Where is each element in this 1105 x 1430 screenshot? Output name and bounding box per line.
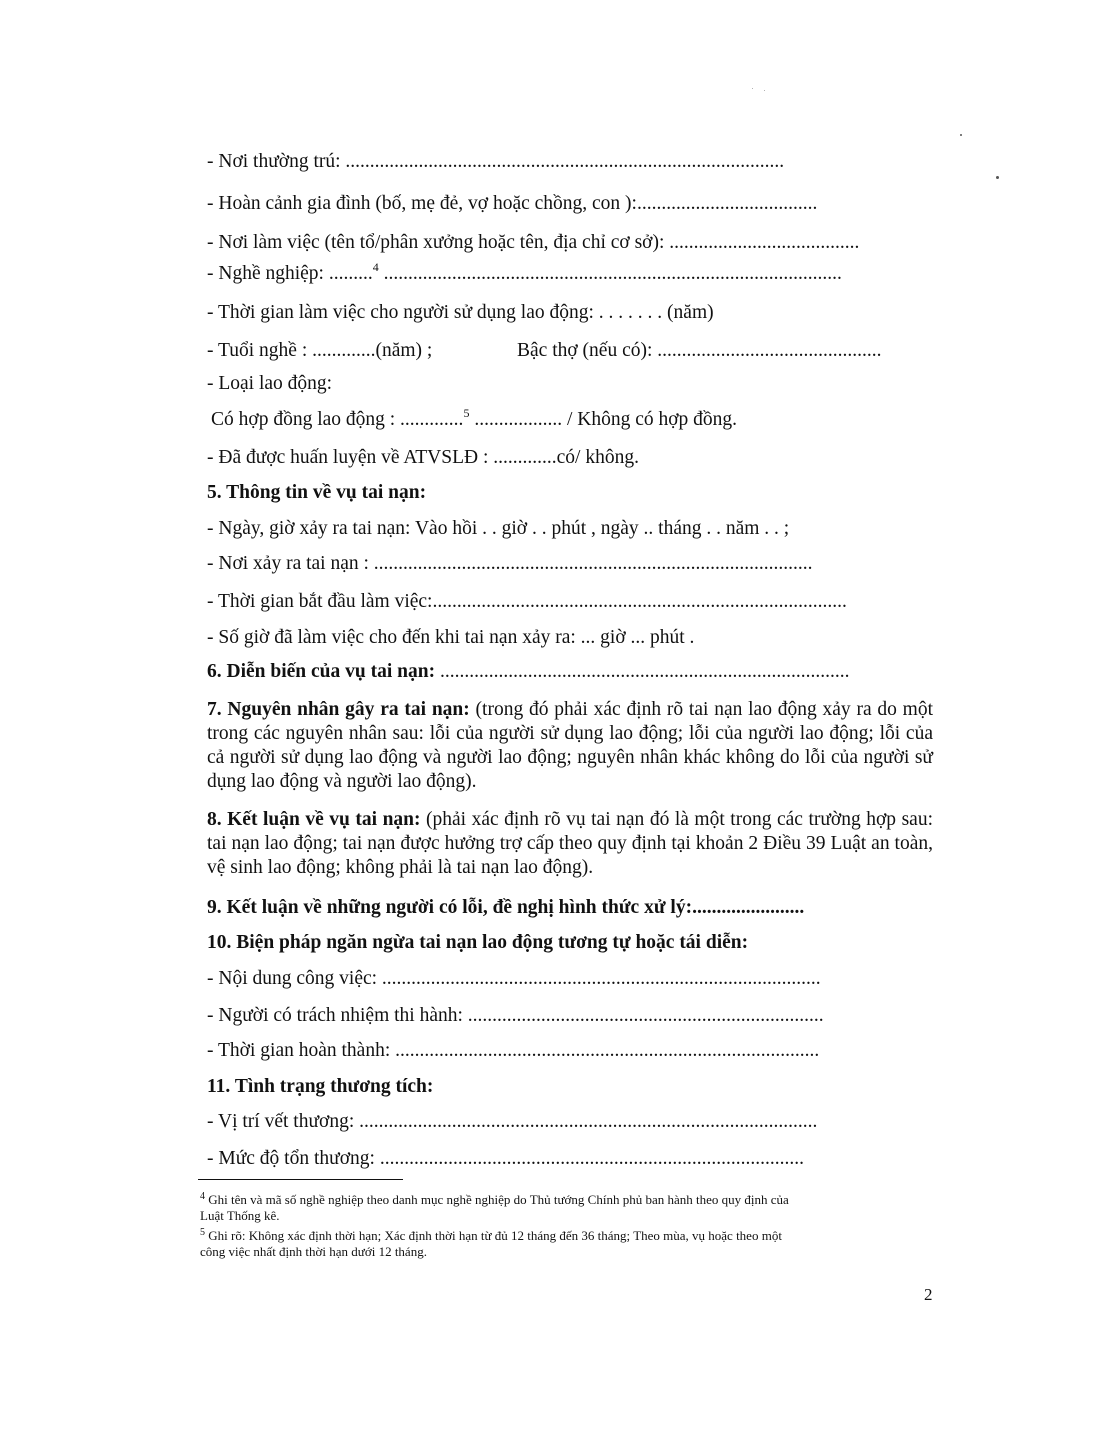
footnote-ref-5: 5 <box>463 406 470 420</box>
footnote-5-text: Ghi rõ: Không xác định thời hạn; Xác định thời hạn từ đủ 12 tháng đến 36 tháng; Theo mùa, vụ hoặc theo một <box>205 1228 782 1243</box>
work-duration-line: - Thời gian làm việc cho người sử dụng lao động: . . . . . . . (năm) <box>207 302 714 323</box>
footnote-4-line-2: Luật Thống kê. <box>200 1208 280 1223</box>
prevention-content-line: - Nội dung công việc: .......................................................................................... <box>207 968 821 989</box>
section-6-line <box>207 660 919 684</box>
section-11-title: 11. Tình trạng thương tích: <box>207 1076 434 1097</box>
occupation-dots: .............................................................................................. <box>378 263 842 284</box>
hours-worked-line: - Số giờ đã làm việc cho đến khi tai nạn xảy ra: ... giờ ... phút . <box>207 627 695 648</box>
page-number: 2 <box>924 1285 933 1304</box>
section-7-body: (trong đó phải xác định rõ tai nạn lao động xảy ra do một trong các nguyên nhân sau: lỗi của người sử dụng lao động; lỗi của người lao động; lỗi của cả người sử dụng lao động và người lao động; nguyên nhân khác không do lỗi của người sử dụng lao động và người lao động). <box>207 699 933 792</box>
family-situation-line: - Hoàn cảnh gia đình (bố, mẹ đẻ, vợ hoặc chồng, con ):..................................... <box>207 193 818 214</box>
section-8-body: (phải xác định rõ vụ tai nạn đó là một trong các trường hợp sau: tai nạn lao động; tai nạn được hưởng trợ cấp theo quy định tại khoản 2 Điều 39 Luật an toàn, vệ sinh lao động; không phải là tai nạn lao động). <box>207 809 933 878</box>
footnote-5-line-2: công việc nhất định thời hạn dưới 12 tháng. <box>200 1244 427 1259</box>
work-start-time-line: - Thời gian bắt đầu làm việc:..................................................................................... <box>207 591 847 612</box>
injury-severity-line: - Mức độ tổn thương: ....................................................................................... <box>207 1148 804 1169</box>
scan-speck <box>764 90 765 91</box>
contract-label: Có hợp đồng lao động : ............. <box>211 409 464 430</box>
contract-options: .................. / Không có hợp đồng. <box>469 409 738 430</box>
footnote-5-line-1 <box>200 1228 782 1243</box>
footnote-separator <box>198 1179 403 1180</box>
safety-training-line: - Đã được huấn luyện về ATVSLĐ : .............có/ không. <box>207 447 639 468</box>
footnote-4-text: Ghi tên và mã số nghề nghiệp theo danh mục nghề nghiệp do Thủ tướng Chính phủ ban hành theo quy định của <box>205 1192 789 1207</box>
wound-location-line: - Vị trí vết thương: .............................................................................................. <box>207 1111 818 1132</box>
scan-speck <box>752 88 753 89</box>
section-7-title: 7. Nguyên nhân gây ra tai nạn: <box>207 699 470 720</box>
completion-time-line: - Thời gian hoàn thành: ....................................................................................... <box>207 1040 820 1061</box>
accident-place-line: - Nơi xảy ra tai nạn : .......................................................................................... <box>207 553 813 574</box>
residence-line: - Nơi thường trú: .......................................................................................... <box>207 151 785 172</box>
section-6-title: 6. Diễn biến của vụ tai nạn: <box>207 661 436 682</box>
responsible-person-line: - Người có trách nhiệm thi hành: ......................................................................... <box>207 1005 824 1026</box>
footnote-4-line-1 <box>200 1192 789 1207</box>
section-7-paragraph <box>207 698 933 794</box>
contract-line <box>211 408 737 432</box>
workplace-line: - Nơi làm việc (tên tổ/phân xưởng hoặc tên, địa chỉ cơ sở): ....................................... <box>207 232 860 253</box>
section-8-paragraph <box>207 808 933 880</box>
accident-datetime-line: - Ngày, giờ xảy ra tai nạn: Vào hồi . . giờ . . phút , ngày .. tháng . . năm . . ; <box>207 518 790 539</box>
labor-type-line: - Loại lao động: <box>207 373 333 394</box>
footnote-ref-4: 4 <box>372 262 379 274</box>
footnote-5-mark: 5 <box>200 1227 205 1238</box>
section-8-title: 8. Kết luận về vụ tai nạn: <box>207 809 421 830</box>
scan-speck <box>996 176 999 179</box>
footnote-4-mark: 4 <box>200 1191 205 1202</box>
occupation-label: - Nghề nghiệp: ......... <box>207 263 373 284</box>
section-5-title: 5. Thông tin về vụ tai nạn: <box>207 482 427 503</box>
section-9-title: 9. Kết luận về những người có lỗi, đề nghị hình thức xử lý:....................... <box>207 897 805 918</box>
scan-speck <box>960 134 962 136</box>
skill-grade-line: Bậc thợ (nếu có): .............................................. <box>517 340 882 361</box>
job-seniority-line: - Tuổi nghề : .............(năm) ; <box>207 340 433 361</box>
section-10-title: 10. Biện pháp ngăn ngừa tai nạn lao động tương tự hoặc tái diễn: <box>207 932 749 953</box>
section-6-dots: .................................................................................... <box>435 661 850 682</box>
occupation-line <box>207 262 912 286</box>
